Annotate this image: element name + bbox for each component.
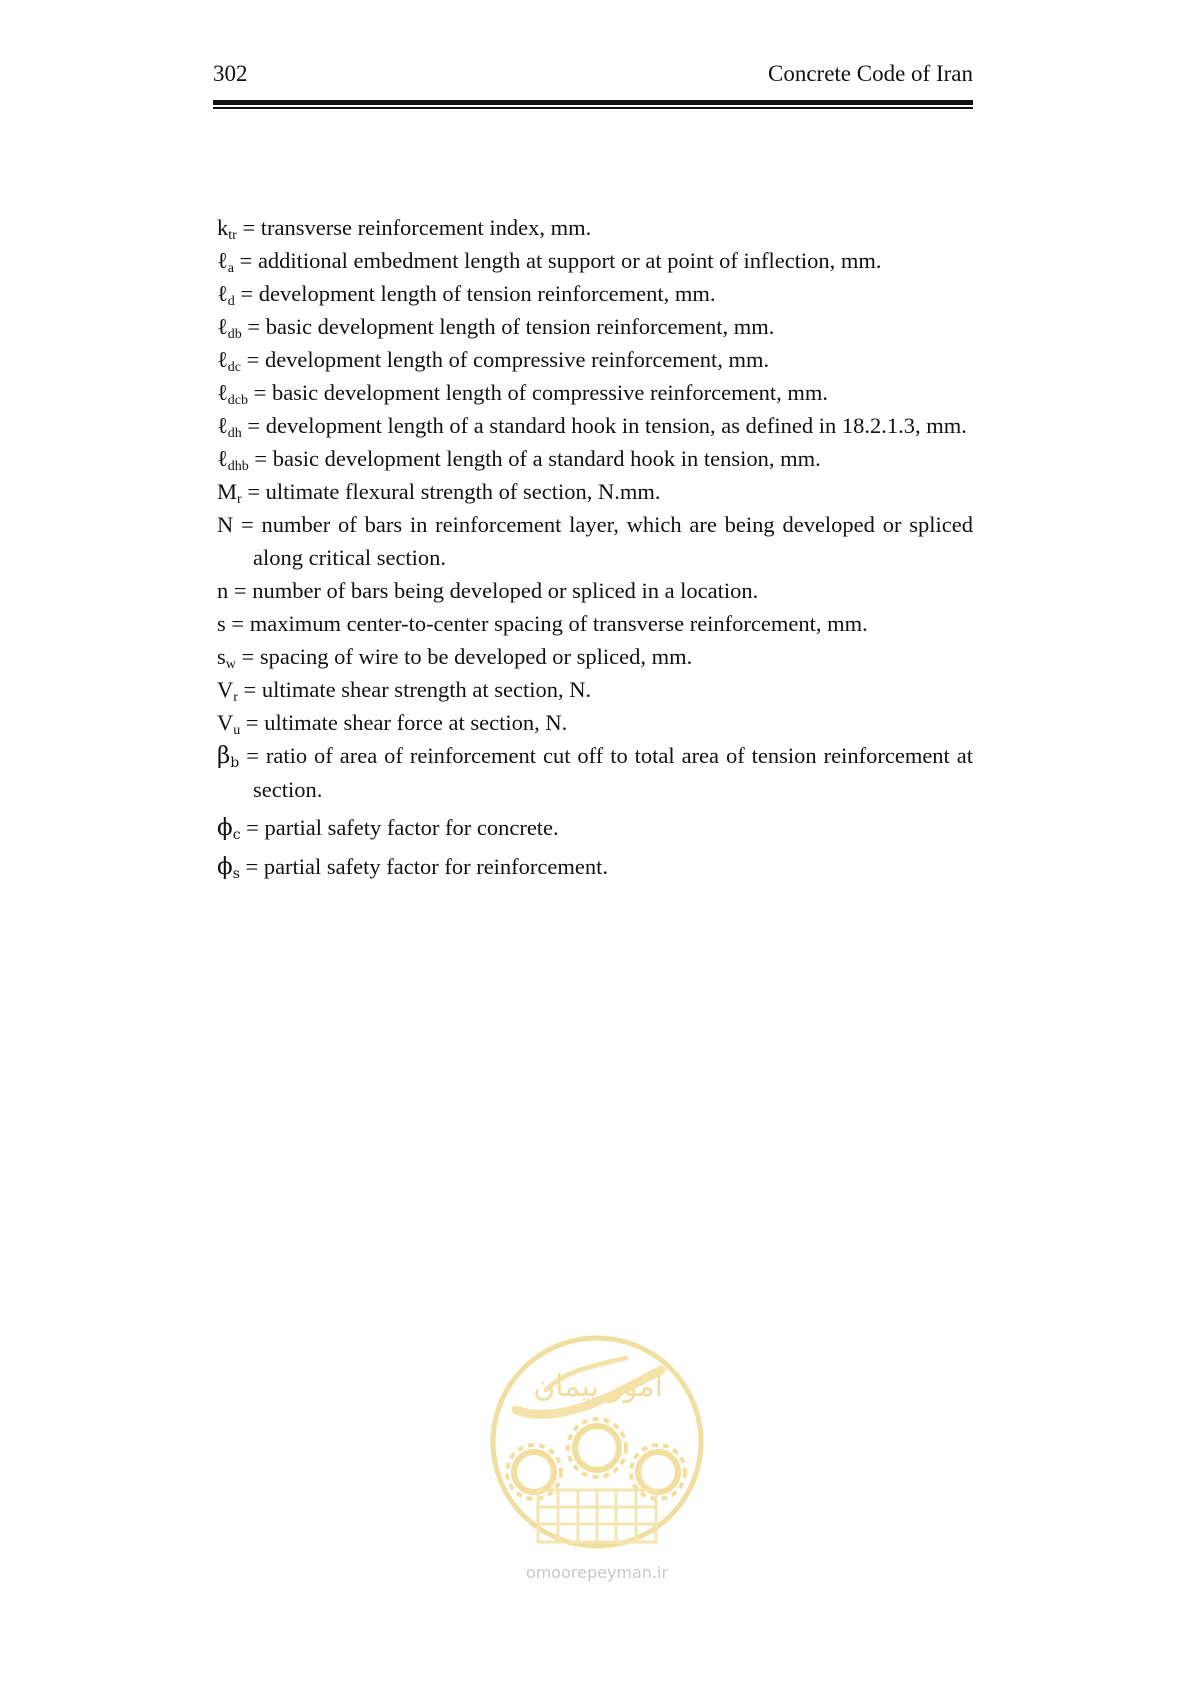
notation-item: $\phi_s$ = partial safety factor for reinforcement.	[217, 854, 609, 882]
page-number: 302	[213, 61, 248, 86]
page-header	[213, 60, 973, 109]
notation-item: n = number of bars being developed or spliced in a location.	[217, 578, 759, 603]
notation-list	[217, 211, 973, 884]
running-title: Concrete Code of Iran	[767, 61, 973, 86]
notation-item: ℓ$_{dh}$ = development length of a standard hook in tension, as defined in 18.2.1.3, mm.	[217, 413, 967, 441]
watermark-logo-text: امور پیمان	[533, 1369, 663, 1404]
notation-item: $k_{tr}$ = transverse reinforcement index, mm.	[217, 215, 592, 243]
notation-item: N = number of bars in reinforcement layer, which are being developed or spliced along critical section.	[217, 512, 973, 570]
notation-item: $\beta_b$ = ratio of area of reinforcement cut off to total area of tension reinforcement at section.	[217, 743, 973, 802]
notation-item: $V_r$ = ultimate shear strength at section, N.	[217, 677, 592, 705]
header-rule-thin	[213, 107, 973, 109]
watermark-emblem-icon	[486, 1330, 708, 1590]
notation-item: $V_u$ = ultimate shear force at section, N.	[217, 710, 568, 738]
notation-item: ℓ$_{dhb}$ = basic development length of a standard hook in tension, mm.	[217, 446, 821, 474]
notation-item: ℓ$_{db}$ = basic development length of tension reinforcement, mm.	[217, 314, 775, 342]
watermark-logo	[486, 1330, 708, 1590]
notation-item: ℓ$_{dcb}$ = basic development length of compressive reinforcement, mm.	[217, 380, 829, 408]
watermark-url: omoorepeyman.ir	[525, 1563, 669, 1582]
notation-item: $s_w$ = spacing of wire to be developed or spliced, mm.	[217, 644, 693, 672]
notation-item: s = maximum center-to-center spacing of transverse reinforcement, mm.	[217, 611, 868, 636]
header-rule	[213, 100, 973, 105]
notation-item: ℓ$_{dc}$ = development length of compressive reinforcement, mm.	[217, 347, 770, 375]
notation-item: $M_r$ = ultimate flexural strength of section, N.mm.	[217, 479, 661, 507]
notation-item: ℓ$_d$ = development length of tension reinforcement, mm.	[217, 281, 716, 309]
notation-item: ℓ$_a$ = additional embedment length at support or at point of inflection, mm.	[217, 248, 882, 276]
notation-item: $\phi_c$ = partial safety factor for concrete.	[217, 815, 559, 843]
